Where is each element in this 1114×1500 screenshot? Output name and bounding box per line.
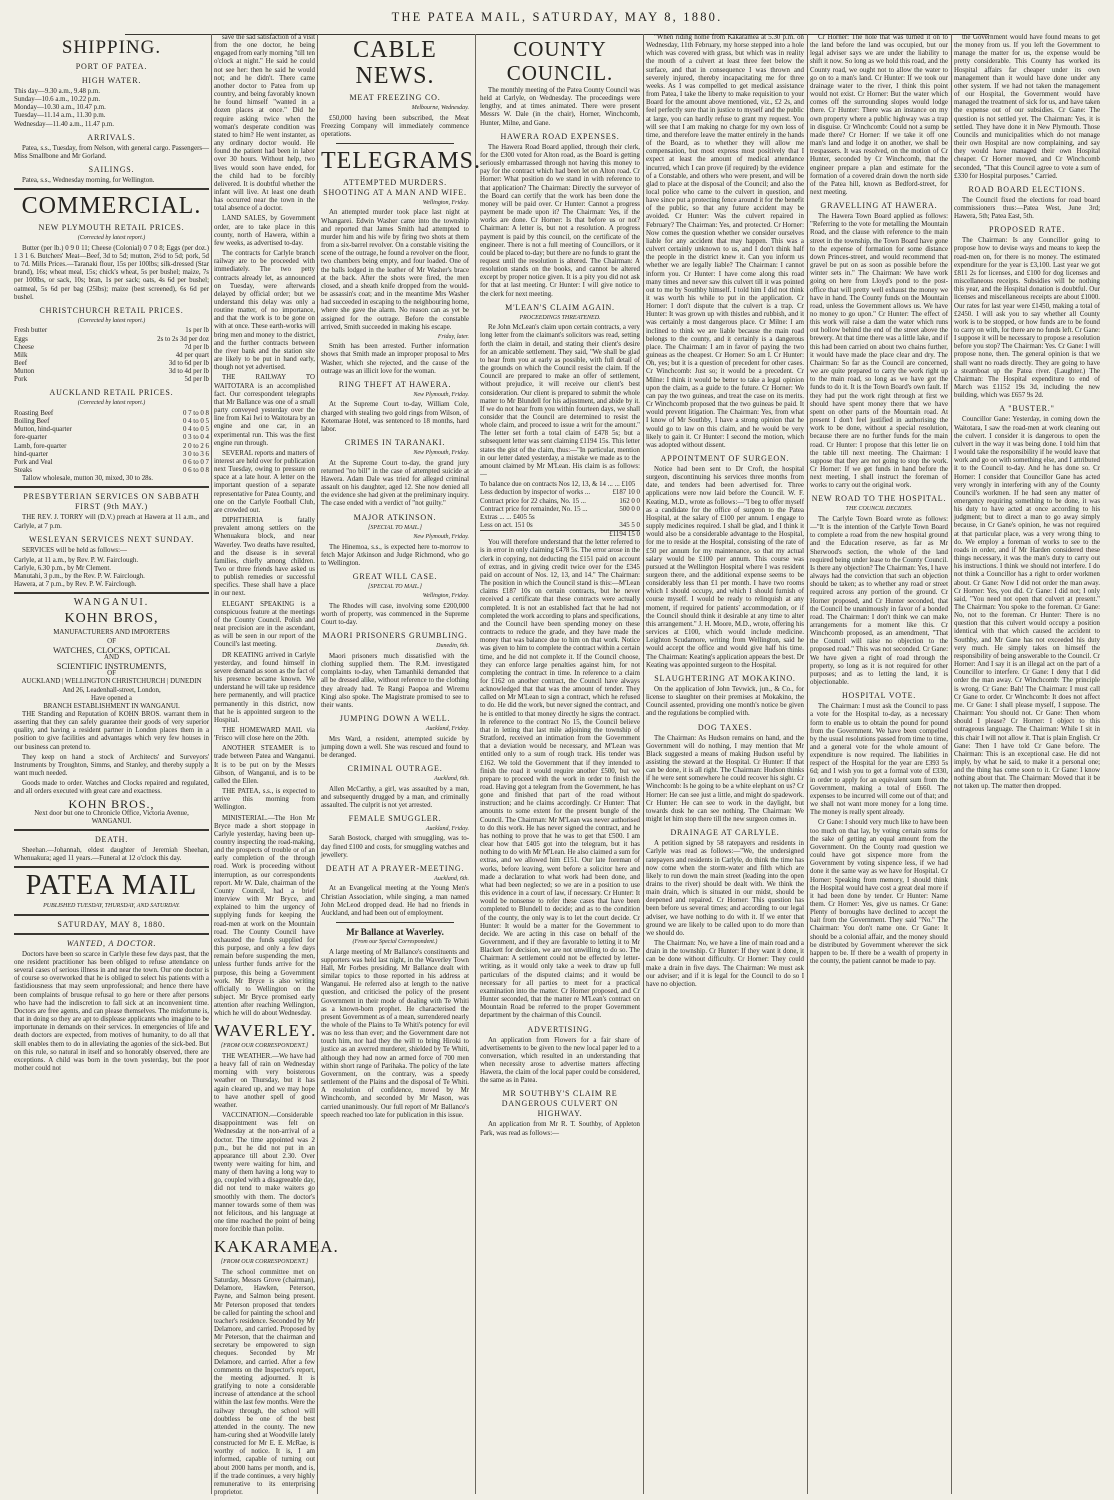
- report-text: Cr Gane: I should very much like to have been too much on that lay, by voting certain sums for the sake of getting an equal amount from the Government. On the County road question we could have got sixpence more from the Government by voting sixpence less, if we had done it the same way as we have for Hospital. Cr Horner: Speaking from memory, I should think the Hospital would have cost a great deal more if it had been done by tender. Cr Hunter: Name them. Cr Horner: Yes, give us names. Cr Gane: Plenty of boroughs have declined to accept the bait from the Government. They said "No." The Chairman: You don't name one. Cr Gane: It should be a colonial affair, and the money should be distributed by Government wherever the sick happen to be. If there be a wealth of property in the county, the patient cannot be made to pay.: [810, 819, 948, 966]
- story-heading: MAJOR ATKINSON.: [353, 512, 437, 522]
- section-heading: SLAUGHTERING AT MOKAKINO.: [654, 673, 796, 683]
- dateline: Auckland, Friday.: [425, 726, 469, 733]
- tide-line: This day—9.30 a.m., 9.48 p.m.: [14, 88, 100, 95]
- county-council-heading: COUNTY COUNCIL.: [506, 37, 614, 85]
- report-text: An application from Flowers for a fair share of advertisements to be given to the new local paper led to a conversation, which resulted in an understanding that when necessity arose to advertise matters affecting Hawera, the claim of the local paper could be considered, the same as in Patea.: [480, 1036, 640, 1085]
- column-divider: [317, 34, 318, 1494]
- arrivals-text: Patea, s.s., Tuesday, from Nelson, with general cargo. Passengers—Miss Smallbone and Mr Gorland.: [14, 144, 209, 160]
- story-text: A large meeting of Mr Ballance's constituents and supporters was held last night, in the Waverley Town Hall, Mr Forbes presiding. Mr Ballance dealt with similar topics to those reported in his address at Wanganui. He referred also at length to the native question, and criticised the policy of the present Government in their mode of dealing with Te Whiti as a known-born prophet. He characterised the present Government as of a mean, surrendered nearly the whole of the Plains to Te Whiti's potency for evil was no less than ever; and the Government dare not touch him, nor had they the will to bring Hiroki to justice as an averred murderer, shielded by Te Whiti, although they had now an armed force of 700 men within short range of Parihaka. The policy of the late Government, on the contrary, was a speedy settlement of the Plains and the disposal of Te Whiti. A resolution of confidence, moved by Mr Winchcomb, and seconded by Mr Mason, was carried unanimously. Our full report of Mr Ballance's speech reached too late for publication in this issue.: [321, 948, 469, 1119]
- section-heading: A "BUSTER.": [999, 404, 1055, 414]
- price-row: Mutton 3d to 4d per lb: [14, 368, 209, 376]
- story-heading: Mr Ballance at Waverley.: [346, 927, 444, 938]
- story-sub: (From our Special Correspondent.): [352, 939, 438, 946]
- price-row: Cheese 7d per lb: [14, 343, 209, 351]
- story-text: The Rhodes will case, involving some £200,000 worth of property, was commenced in the Supreme Court to-day.: [321, 602, 469, 627]
- dateline: New Plymouth, Friday.: [413, 450, 469, 457]
- price-row: Steaks 0 6 to 0 8: [14, 467, 209, 475]
- wesleyan-intro: SERVICES will be held as follows:—: [22, 546, 127, 554]
- claim-row: Less on act. 151 0s 345 5 0: [480, 522, 640, 529]
- news-item: VACCINATION.—Considerable disappointment was felt on Wednesday at the non-arrival of a doctor. The time appointed was 2 p.m., but he did not put in an appearance till about 2.30. Over twenty were waiting for him, and many of them having a long way to go, coupled with a disagreeable day, did not tend to make waiters go smoothly with them. The doctor's manner towards some of them was not felicitous, and his language at one time reached the point of being more forcible than polite.: [214, 1112, 315, 1234]
- dateline: New Plymouth, Friday.: [413, 534, 469, 540]
- ad-line: And 26, Leadenhall-street, London,: [62, 686, 161, 694]
- rule: [14, 866, 209, 868]
- news-item: MINISTERIAL.—The Hon Mr Bryce made a short stoppage in Carlyle yesterday, having been up-country inspecting the road-making, and the prospects of trouble or of an early completion of the through road. Work is proceeding without interruption, as our correspondents report. Mr W. Dale, chairman of the County Council, had a brief interview with Mr Bryce, and explained to him the urgency of supplying funds for keeping the road-men at work on the Mountain road. The County Council have exhausted the funds supplied for this purpose, and only a few days remain before suspending the men, unless further funds arrive for the purpose, this being a Government work. Mr Bryce is also writing officially to Wellington on the subject. Mr Bryce promised early attention after reaching Wellington, which he will do about Wednesday.: [214, 814, 315, 1018]
- kakaramea-heading: KAKARAMEA.: [214, 1237, 339, 1257]
- ad-place: WANGANUI.: [73, 597, 150, 609]
- section-heading: PROPOSED RATE.: [988, 225, 1066, 235]
- ad-line: SCIENTIFIC INSTRUMENTS,: [56, 661, 167, 672]
- ad-line: BRANCH ESTABLISHMENT IN WANGANUI.: [43, 702, 180, 710]
- ad-line: MANUFACTURERS AND IMPORTERS: [53, 629, 170, 637]
- rule: [336, 143, 454, 144]
- report-text: Cr Horner: The hole that was turned it on to the land before the land was occupied, but our legal adviser says we are under the liability to shift it now. So long as we hold this road, and the County road, we ought not to allow the water to go on to a man's land. Cr Hunter: If we took our drainage water to the river, I think this point would not exist. Cr Horner: But the water which comes off the surrounding slopes would lodge there. Cr Hunter: There was an instance on my own property where a public highway was a trap in disguise. Cr Winchcomb: Could not a sump be made there? Cr Horner: If we take it off one man's land and lodge it on another, we shall be trespassers. It was resolved, on the motion of Cr Hunter, seconded by Cr Winchcomb, that the engineer prepare a plan and estimate for the formation of a covered drain down the north side of the Patea hill, known as Bedford-street, for next meeting.: [810, 34, 948, 196]
- ad-line: AND: [104, 653, 119, 661]
- ad-signature: KOHN BROS.,: [68, 796, 155, 811]
- rule: [14, 486, 209, 488]
- rule: [336, 922, 454, 923]
- story-text: At the Supreme Court to-day, William Cole, charged with stealing two gold rings from Wilson, of Ketemarae Hotel, was sentenced to 18 months, hard labor.: [321, 401, 469, 433]
- report-text: The Council fixed the elections for road board commissioners thus:—Patea West, June 3rd; Hawera, 5th; Patea East, 5th.: [954, 196, 1100, 221]
- price-row: Boiling Beef 0 4 to 0 5: [14, 418, 209, 426]
- rule: [14, 188, 209, 190]
- news-item: THE RAILWAY TO WAITOTARA is an accomplished fact. Our correspondent telegraphs that Mr Ballance was one of a small party conveyed yesterday over the line from Kai Iwi to Waitotara by an engine and one car, in an experimental run. This was the first engine run through.: [214, 374, 315, 447]
- price-row: hind-quarter 3 0 to 3 6: [14, 450, 209, 458]
- doctor-article-cont: save the sad satisfaction of a visit from the one doctor, he being engaged from early morning "till ten o'clock at night." He said he could not see her: then he said he would not; and he didn't. There came another doctor to Patea from up country, and being favorably known he found himself "wanted in a dozen places at once." Did he require asking twice when the woman's desperate condition was stated to him? He went instanter, as any ordinary doctor would. He found the patient had been in labor over 30 hours. Without help, two lives would soon have ended, for the child had to be forcibly delivered. It is doubtful whether the infant will live. At least one death has occurred near the town in the total absence of a doctor.: [214, 34, 315, 213]
- rule: [14, 933, 209, 935]
- wesleyan-heading: WESLEYAN SERVICES NEXT SUNDAY.: [28, 534, 194, 544]
- report-text: The Chairman: I must ask the Council to pass a vote for the Hospital to-day, as a necessary form to enable us to obtain the pound for pound from the Government. We have been compelled by the usual resolutions passed from time to time, and a general vote for the whole amount of expenditure is now required. The liabilities in respect of the Hospital for the year are £393 5s 6d; and I wish you to get a formal vote of £330, in order to apply for an equivalent sum from the Government, making a total of £660. The expenses to be incurred will come out of that; and we shall not want more money for a long time. The money is really spent already.: [810, 703, 948, 817]
- claim-total: £1194 15 0: [480, 530, 640, 539]
- news-item: The school committee met on Saturday, Messrs Grove (chairman), Delamore, Hawken, Peterson, Payne, and Salmon being present. Mr Peterson proposed that tenders be called for painting the school and teacher's residence. Seconded by Mr Delamore, and carried. Proposed by Mr Peterson, that the chairman and secretary be empowered to sign cheques. Seconded by Mr Delamore, and carried. After a few comments on the Inspector's report, the meeting adjourned. It is gratifying to note a considerable increase of attendance at the school within the last few months. Were the railway through, the school will doubtless be one of the best attended in the county. The new ham-curing shed at Woodville lately constructed for Mr E. E. McRae, is worthy of notice. It is, I am informed, capable of turning out about 2000 hams per month, and is, if the trade continues, a very highly remunerative to its enterprising proprietor.: [214, 1268, 315, 1497]
- service-line: Carlyle, at 11 a.m., by Rev. P. W. Fairclough.: [14, 556, 139, 564]
- news-item: ELEGANT SPEAKING is a conspicuous feature at the meetings of the County Council. Polish and neat precision are in the ascendant, as will be seen in our report of the Council's last meeting.: [214, 600, 315, 649]
- report-text: You will therefore understand that the letter referred to is in error in only claiming £478 5s. The error arose in the clerk in copying, not deducting the £151 paid on account of extras, and in giving credit twice over for the £345 paid on account of Nos. 12, 13, and 14." The Chairman: The position in which the Council stand is this:—M'Lean claims £187 10s on certain contracts, but he never received a certificate that these contracts were actually completed. It is not an established fact that he had not completed the work according to plans and specifications, and the Council have been spending money on these contracts to reduce the grade, and they have made the money that was balance due to him on that work. Notice was given to him to complete the contract within a certain time, and he did not complete it. If the Council choose, they can enforce large penalties against him, for not completing the contract in time. In reference to a claim for £162 on another contract, the Council have always acknowledged that that was the amount of tender. They called on Mr M'Lean to sign a contract, which he refused to do. He did the work, but never signed the contract, and he is entitled to that money directly he signs the contract. In reference to the contract No 15, the Council believe that in letting that last mile adjoining the township of Stratford, received an intimation from the Government that a deviation would be necessary, and M'Lean was entitled only to a sum of rough track. His tender was £162. We told the Government that if they intended to finish the road it would require another £500, but we prepare to proceed with the work in order to finish the road. Having got a telegram from the Government, he has gone and finished that part of the road without instruction; and he claims accordingly. Cr Hunter: That amounts to some extent for the present bungle of the Council. The Chairman: Mr M'Lean was never authorised to do this work. He has never signed the contract, and he has nothing to prove that he was to get that £500. I am clear how that £405 got into the telegram, but it has nothing to do with Mr M'Lean. He also claimed a sum for extras, and we allowed him £151. Our late foreman of works, before leaving, went before a solicitor here and made a declaration to what work had been done, and what had been neglected; so we are in a position to use this evidence in a court of law, if necessary. Cr Hunter: It would be nonsense to refer these cases that have been completed to Blundell to decide; and as to the condition of the county, the only way is to let the court decide. Cr Hunter: It would be a matter for the Government to decide. We are acting in this case on behalf of the Government, and if they are favorable to letting it to Mr Blackett for decision, we are not unwilling to do so. The Chairman: A settlement could not be effected by letter-writing, as it would only take a week to draw up full particulars of the disputed claims; and it would be necessary for all parties to meet for a practical examination into the matter. Cr Horner proposed, and Cr Hunter seconded, that the matter re M'Lean's contract on Mountain Road be referred to the proper Government department by the chairman of this Council.: [480, 539, 640, 1020]
- story-heading: ATTEMPTED MURDERS. SHOOTING AT A MAN AND WIFE.: [323, 177, 467, 197]
- dateline: Auckland, 6th.: [434, 776, 469, 782]
- report-text: A petition signed by 58 ratepayers and residents in Carlyle was read as follows:—"We, the undersigned ratepayers and residents in Carlyle, do think the time has now come when the storm-water and filth which are likely to run down the main street (leading into the open drains to the river) should be dealt with. We think the main drain, which is situated in our midst, should be deepened and repaired. Cr Horner: This question has been before us several times; and according to our legal adviser, we have nothing to do with it. If we enter that ground we are likely to be called upon to do more than we should do.: [646, 840, 804, 937]
- sailings-heading: SAILINGS.: [88, 165, 135, 175]
- claim-row: Less deduction by inspector of works ... £187 10 0: [480, 489, 640, 497]
- tallow-note: Tallow wholesale, mutton 30, mixed, 30 to 28s.: [22, 475, 153, 483]
- ad-paragraph: THE Standing and Reputation of KOHN BROS. warrant them in asserting that they can safely guarantee their goods of very superior quality, and having a resident partner in London places them in a position to give facilities and advantages which very few houses in our business can pretend to.: [14, 711, 209, 751]
- claim-row: Extras ... ... £405 5s: [480, 513, 535, 521]
- report-text: An application from Mr R. T. Southby, of Appleton Park, was read as follows:—: [480, 1121, 640, 1137]
- story-text: Sarah Bostock, charged with smuggling, was to-day fined £100 and costs, for smuggling watches and jewellery.: [321, 835, 469, 859]
- death-notice: Sheehan.—Johannah, eldest daughter of Jeremiah Sheehan, Whenuakura; aged 11 years.—Funeral at 12 o'clock this day.: [14, 847, 209, 863]
- report-text: "When riding home from Kakaramea at 5.30 p.m. on Wednesday, 11th February, my horse stepped into a hole which was covered with grass, but which was in reality the mouth of a culvert at least three feet below the surface, and that in consequence I was thrown and severely injured, thereby incapacitating me for three weeks. As I was compelled to get medical assistance from Patea, I take the liberty to make requisition to your Board for the amount above mentioned, viz., £2 2s, and feel perfectly sure that in justice to myself and the public at large, you can hardly refuse to grant my request. You will see that I am making no charge for my own loss of time, and therefore leave the matter entirely in the hands of the Board, as to whether they will allow me compensation, but most express most positively that I expect at least the amount of medical attendance incurred, which I can prove (if required) by the evidence of a Constable, and others who were present, and will be glad to place at the disposal of the Council; and also the local police who came to the culvert in question, and have since put a protecting fence around it for the benefit of the public, so that any future accident may be avoided. Cr Hunter: Was the culvert repaired in February? The Chairman: Yes, and protected. Cr Horner: Now comes the question whether we consider ourselves liable for any accident that may happen. This was a culvert certainly unknown to us, and I don't think half the people in the district knew it. Can you inform us whether we are legally liable? The Chairman: I cannot inform you. Cr Hunter: I have come along this road many times and never saw this culvert till it was pointed out to me by Southby himself. I told him I did not think it was worth his while to put in the application. Cr Horner: I don't dispute that the culvert is a trap. Cr Hunter: It was grown up with thistles and rubbish, and it was certainly a most dangerous place. Cr Milne: I am inclined to think we are liable because the main road belongs to the county, and it certainly is a dangerous place. The Chairman: I am in favor of paying the two guineas as the cheapest. Cr Horner: So am I. Cr Hunter: Oh, yes; but it is a question of precedent for other cases. Cr Winchcomb: Just so; it would be a precedent. Cr Milne: I think it would be better to take a legal opinion upon the claim, as a guide to the future. Cr Horner: We can pay the two guineas, and treat the case on its merits. Cr Winchcomb proposed that the two guineas be paid. It would prevent litigation. The Chairman: Yes, from what I know of Mr Southby, I have a strong opinion that he would go to law on this claim, and he would be very likely to gain it. Cr Hunter: I second the motion, which was adopted without dissent.: [646, 34, 804, 449]
- story-text: £50,000 having been subscribed, the Meat Freezing Company will immediately commence operations.: [321, 114, 469, 138]
- death-heading: DEATH.: [94, 835, 129, 845]
- claim-table-intro: To balance due on contracts Nos 12, 13, & 14 ... ... £105: [480, 481, 636, 489]
- tide-line: Tuesday—11.14 a.m., 11.30 p.m.: [14, 112, 106, 120]
- ad-line: Have opened a: [91, 694, 132, 702]
- section-heading: DRAINAGE AT CARLYLE.: [670, 828, 780, 838]
- column-divider: [475, 34, 476, 1494]
- report-text: Re John McLean's claim upon certain contracts, a very long letter from the claimant's solicitors was read, setting forth the claim in detail, and stating their client's desire for an amicable settlement. They said, "We shall be glad to hear from you at early as possible, with full detail of the grounds on which the Council resist the claim. If the Council are prepared to make an offer of settlement, without prejudice, it will receive our client's best consideration. Our client is prepared to submit the whole matter to Mr Blundell for his adjustment, and abide by it. If we do not hear from you within fourteen days, we shall consider that the Council are determined to resist the whole claim, and proceed to issue a writ for the amount." The letter set forth a total claim of £478 5s; but a subsequent letter was sent claiming £1194 15s. This letter states the gist of the claim, thus:—"In particular, mention in our letter dated yesterday, a mistake we made as to the amount claimed by Mr M'Lean. His claim is as follows:—: [480, 324, 640, 479]
- report-text: Notice had been sent to Dr Croft, the hospital surgeon, discontinuing his services three months from date, and tenders had been advertised for. Three applications were now laid before the Council. W. F. Keating, M.D., wrote as follows:—"I beg to offer myself as a candidate for the office of surgeon to the Patea Hospital, at the salary of £100 per annum. I engage to supply medicines required. I shall be glad, and I think it would also be a considerable advantage to the Hospital, for me to reside at the Hospital, consisting of the rate of £50 per annum for my maintenance, so that my actual salary would be £100 per annum. This course was pursued at the Wellington Hospital where I was resident surgeon there, and the additional expense seems to be considerably less than £1 per month. I have two rooms which I should occupy, and which I should furnish of course myself. I would be ready to relinquish at any moment, if required for patients' accommodation, or if the Council should think it desirable at any time to alter this arrangement." J. H. Moore, M.D., wrote, offering his services at £100, which would include medicine. Leighton Scudamore, writing from Wellington, said he would accept the office and would give half his time. The Chairman: Keating's application appears the best. Dr Keating was appointed surgeon to the Hospital.: [646, 465, 804, 669]
- report-text: The Carlyle Town Board wrote as follows:—"It is the intention of the Carlyle Town Board to complete a road from the new hospital ground and the Education reserve, as far as Mr Sherwood's section, the whole of the land required being under lease to the County Council. Is there any objection? The Chairman: Yes, I have always had the conviction that such an objection should be taken; as to whether any road or street required across any portion of the ground. Cr Horner proposed, and Cr Hunter seconded, that the Council be unanimously in favor of a bonded road. The Chairman: I don't think we can make arrangements for a moment like this. Cr Winchcomb proposed, as an amendment, "That the Council will raise no objection to the proposed road." This was not seconded. Cr Gane: We have given a right of road through the property, so long as it is not required for other purposes; and as to letting the land, it is objectionable.: [810, 515, 948, 687]
- story-sub: [SPECIAL TO MAIL.]: [368, 583, 422, 590]
- story-heading: GREAT WILL CASE.: [352, 571, 438, 581]
- section-heading: DOG TAXES.: [697, 722, 753, 732]
- service-line: Manutahi, 3 p.m., by the Rev. P. W. Fairclough.: [14, 573, 145, 581]
- story-heading: MAORI PRISONERS GRUMBLING.: [322, 631, 468, 641]
- ak-prices-heading: AUCKLAND RETAIL PRICES.: [49, 388, 174, 398]
- claim-row: Contract price for 22 chains, No. 15 ... 162 0 0: [480, 497, 640, 505]
- section-heading: HOSPITAL VOTE.: [841, 691, 917, 701]
- section-heading: GRAVELLING AT HAWERA.: [820, 201, 938, 211]
- rule: [14, 829, 209, 831]
- cable-news-heading: CABLE NEWS.: [353, 37, 437, 89]
- tide-line: Sunday—10.6 a.m., 10.22 p.m.: [14, 96, 101, 104]
- news-item: ANOTHER STEAMER is to trade between Patea and Wanganui. It is to be put on by the Messrs Gibson, of Wanganui, and is to be called the Ellen.: [214, 745, 315, 785]
- shipping-heading: SHIPPING.: [61, 37, 162, 58]
- arrivals-heading: ARRIVALS.: [87, 132, 136, 142]
- news-item: SEVERAL reports and matters of interest are held over for publication next Tuesday, owing to pressure on space at a late hour. A letter on the important question of a separate representative for Patea County, and one on the Carlyle Football Club, are crowded out.: [214, 449, 315, 514]
- news-item: DIPHTHERIA is fatally prevalent among settlers on the Whenuakura block, and near Waverley. Two deaths have resulted, and the disease is in several families, chiefly among children. Two or three friends have asked us to publish remedies or successful specifics. These shall have a place in our next.: [214, 517, 315, 598]
- paper-date: SATURDAY, MAY 8, 1880.: [57, 919, 166, 929]
- ad-line: AUCKLAND | WELLINGTON CHRISTCHURCH | DUNEDIN: [21, 678, 202, 686]
- section-sub: THE COUNCIL DECIDES.: [845, 506, 913, 513]
- ad-line: OF: [107, 637, 116, 645]
- paper-published: PUBLISHED TUESDAY, THURSDAY, AND SATURDAY.: [43, 903, 180, 910]
- story-heading: CRIMINAL OUTRAGE.: [347, 764, 443, 773]
- ad-line: WATCHES, CLOCKS, OPTICAL: [52, 644, 171, 655]
- doctor-heading: WANTED, A DOCTOR.: [66, 938, 157, 948]
- ad-paragraph: They keep on hand a stock of Architects' and Surveyors' Instruments by Troughton, Simms, and Stanley, and thereby supply a want much needed.: [14, 753, 209, 778]
- rule: [14, 914, 209, 916]
- section-heading: MR SOUTHBY'S CLAIM RE DANGEROUS CULVERT ON HIGHWAY.: [501, 1089, 619, 1119]
- tide-line: Wednesday—11.40 a.m., 11.47 p.m.: [14, 120, 114, 128]
- dateline: Auckland, 6th.: [434, 875, 469, 882]
- high-water-heading: HIGH WATER.: [81, 76, 142, 85]
- dateline: Wellington, Friday.: [422, 593, 469, 600]
- report-text: The Hawera Town Board applied as follows: "Referring to the vote for metalling the Mountain Road, and the clause with reference to the main street in the township, the Town Board have gone to the expense of formation for some distance down Princes-street, and would recommend that gravel be put on as soon as possible before the winter sets in." The Chairman: We have work going on here from Lloyd's pond to the post-office that will pretty well exhaust the money we have in hand. The County funds on the Mountain road, unless the Government allows us. We have no money to go upon." Cr Hunter: The effect of this work will raise a dam the water which runs out hollow behind the end of the street above the brewery. At that time there was a little lake, and if this had been carried on about two chains further, it would have made the place clear and dry. The Chairman: So far as the Council are concerned, we are quite prepared to carry the work right up to the main road, so long as we have got the funds to do it. It is the Town Board's own fault. If they had put the work right through at first we should have spent money there that we have spent on other parts of the Mountain road. At present I don't feel justified in authorising the work to be done, without a special resolution, because there are no further funds for the main road. Cr Hunter: I propose that this letter lie on the table till next meeting. The Chairman: I suppose that they are not going to stop the work. Cr Horner: If we get funds in hand before the next meeting, I shall instruct the foreman of works to carry out the original work.: [810, 213, 948, 490]
- dateline: New Plymouth, Friday.: [413, 391, 469, 398]
- column-divider: [643, 34, 644, 1494]
- story-heading: FEMALE SMUGGLER.: [348, 813, 442, 823]
- service-line: Hawera, at 7 p.m., by Rev. P. W. Fairclough.: [14, 581, 137, 589]
- price-row: Milk 4d per quart: [14, 351, 209, 359]
- price-row: Beef 3d to 6d per lb: [14, 359, 209, 367]
- news-item: THE PATEA, s.s., is expected to arrive this morning from Wellington.: [214, 788, 315, 812]
- column-5: [646, 34, 804, 1494]
- dateline: Dunedin, 6th.: [436, 643, 469, 650]
- news-item: The contracts for Carlyle branch railway are to be proceeded with immediately. The two petty contracts already let, as announced on Tuesday, were afterwards delayed by official order; but we understand this delay was only a routine matter, of no importance, and that the work is to be gone on with at once. These earth-works will bring men and money to the district, and the further contracts between the river bank and the station site are likely to be put in hand early, though not yet advertised.: [214, 250, 315, 372]
- report-text: The Hawera Road Board applied, through their clerk, for the £300 voted for Alton road, as the Board is getting seriously embarrassed through not having this money to pay for the contract which had been let on Alton road. Cr Horner: What position do we stand in with reference to that application? The Chairman: Directly the surveyor of the Board can certify that the work has been done the money will be paid over. Cr Hunter: Cannot a progress payment be made upon it? The Chairman: Yes, if the works are done. Cr Horner: Is that before us or not? Chairman: A letter is, but not a resolution. A progress payment is paid by this council, on the certificate of the engineer. There is not a full meeting of Councillors, or it could be placed to-day; but there are no funds to grant the request until the resolution is altered. The Chairman: A resolution stands on the books, and cannot be altered except by proper notice given. It is a pity you did not ask for that at last meeting. Cr Hunter: I will give notice to the clerk for next meeting.: [480, 143, 640, 298]
- presbyterian-text: THE REV. J. TORRY will (D.V.) preach at Hawera at 11 a.m., and Carlyle, at 7 p.m.: [14, 514, 209, 530]
- report-text: On the application of John Tevwick, jun., & Co., for license to slaughter on their premises at Mokakino, the Council assented, providing one month's notice be given and the regulations be complied with.: [646, 685, 804, 718]
- dateline: Wellington, Friday.: [422, 199, 469, 206]
- story-heading: MEAT FREEZING CO.: [349, 93, 441, 102]
- story-heading: DEATH AT A PRAYER-MEETING.: [325, 863, 465, 873]
- report-text: The monthly meeting of the Patea County Council was held at Carlyle, on Wednesday. The proceedings were lengthy, and at times animated. There were present Messrs W. Dale (in the chair), Horner, Winchcomb, Hunter, Milne, and Gane.: [480, 87, 640, 127]
- rule: [14, 592, 209, 594]
- price-row: Lamb, fore-quarter 2 0 to 2 6: [14, 442, 209, 450]
- ch-prices-heading: CHRISTCHURCH RETAIL PRICES.: [39, 305, 184, 315]
- ak-prices-sub: (Corrected by latest report.): [77, 400, 146, 407]
- story-heading: JUMPING DOWN A WELL.: [339, 714, 451, 724]
- service-line: Carlyle, 6.30 p.m., by Mr Clement.: [14, 564, 112, 572]
- section-heading: ADVERTISING.: [527, 1024, 593, 1034]
- ad-address: Next door but one to Chronicle Office, Victoria Avenue, WANGANUI.: [34, 809, 189, 825]
- report-text: The Chairman: Is any Councillor going to propose how to devise ways and means to keep the road-men on, for there is no money. The estimated expenditure for the year is £3,100. Last year we got £811 2s for licenses, and £100 for dog licenses and miscellaneous receipts. Subsidies will be nothing this year, and the Hospital donation is doubtful. Our licenses and miscellaneous receipts are about £1000. Our rates for last year were £1450, making a total of £2450. I will ask you to say whether all County work is to be stopped, or how funds are to be found to carry on with, for there are no funds left. Cr Gane: I suppose it will be necessary to propose a resolution before you stop? The Chairman: Yes. Cr Gane: I will propose none, then. The general opinion is that we shall want no roads directly. They are going to have a steamboat up the Patea river. (Laughter.) The Chairman: The Hospital expenditure to end of March was £1152 19s 3d, including the new building, which was £657 9s 2d.: [954, 237, 1100, 400]
- story-text: Maori prisoners much dissatisfied with the clothing supplied them. The R.M. investigated complaints to-day, when Tamanhiki demanded that all be dressed alike, without reference to the clothing they already had. Te Rangi Paopoa and Wiremu Kingi also spoke. The Magistrate promised to see to their wants.: [321, 652, 469, 709]
- column-divider: [211, 34, 212, 1494]
- ad-firm: KOHN BROS,: [64, 611, 159, 627]
- story-text: Mrs Ward, a resident, attempted suicide by jumping down a well. She was rescued and found to be deranged.: [321, 735, 469, 759]
- masthead: [0, 6, 1114, 32]
- masthead-title: THE PATEA MAIL, SATURDAY, MAY 8, 1880.: [391, 10, 723, 24]
- section-sub: PROCEEDINGS THREATENED.: [519, 314, 601, 321]
- section-heading: ROAD BOARD ELECTIONS.: [968, 184, 1086, 194]
- column-1: [14, 34, 209, 1494]
- port-heading: PORT OF PATEA.: [75, 62, 148, 71]
- news-item: DR KEATING arrived in Carlyle yesterday, and found himself in severe demand as soon as the fact of his presence became known. We understand he will take up residence here permanently, and will practice permanently in this district, now that he is appointed surgeon to the Hospital.: [214, 651, 315, 724]
- presbyterian-heading: PRESBYTERIAN SERVICES ON SABBATH FIRST (9th MAY.): [23, 492, 200, 512]
- story-text: An attempted murder took place last night at Whangarei. Edwin Washer came into the township and reported that James Smith had attempted to murder him and his wife by firing two shots at them from a six-barrel revolver. On a constable visiting the scene of the outrage, he found a revolver on the floor, two chambers being empty, and four loaded. One of the balls lodged in the leather of Mr Washer's brace at the back. After the shots were fired, the men closed, and a sheath knife dropped from the would-be assassin's coat; and in the meantime Mrs Washer had succeeded in escaping to the neighbouring home, where she gave the alarm. No reason can as yet be assigned for the outrage. Before the constable arrived, Smith succeeded in making his escape.: [321, 209, 469, 331]
- news-item: THE WEATHER.—We have had a heavy fall of rain on Wednesday morning with very boisterous weather on Thursday, but it has again cleared up, and we may hope to have another spell of good weather.: [214, 1052, 315, 1109]
- report-text: The Chairman: As Hudson remains on hand, and the Government will do nothing, I may mention that Mr Black suggested a means of making Hudson useful by assisting the steward at the Hospital. Cr Hunter: If that can be done, it is all right. The Chairman: Hudson thinks if he were sent somewhere he could recover his sight. Cr Winchcomb: Is he going to be a white elephant on us? Cr Horner: He can see just a little, and might do spadework. Cr Hunter: He can see to work in the daylight, but towards dusk he can see nothing. The Chairman: We might let him stop there till the new surgeon comes in.: [646, 734, 804, 824]
- news-item: LAND SALES, by Government order, are to take place in this county, north of Hawera, within a few weeks, as advertised to-day.: [214, 215, 315, 247]
- story-heading: CRIMES IN TARANAKI.: [344, 438, 446, 448]
- waverley-heading: WAVERLEY.: [214, 1021, 317, 1041]
- np-prices-sub: (Corrected by latest report.): [77, 235, 146, 242]
- telegrams-heading: TELEGRAMS.: [321, 147, 481, 174]
- story-heading: RING THEFT AT HAWERA.: [338, 379, 452, 389]
- price-row: fore-quarter 0 3 to 0 4: [14, 434, 209, 442]
- section-heading: NEW ROAD TO THE HOSPITAL.: [811, 494, 947, 504]
- column-4: [480, 34, 640, 1494]
- report-text: Councillor Gane: Yesterday, in coming down the Waitotara, I saw the road-men at work cleaning out the culvert. I consider it is dangerous to open the culvert in the way it was being done. I told him that I would take the responsibility if he would leave that work and go on with something else, and I attributed it to the Council to-day. And he has done so. Cr Horner: I consider that Councillor Gane has acted very wrongly in interfering with any of the County Council's workmen. If he had seen any matter of emergency requiring something to be done, it was his duty to have acted at once according to his judgment; but to direct a man to go away simply because, in Cr Gane's opinion, he was not required at that particular place, was a very wrong thing to do. We employ a foreman of works to see to the roads in order, and if Mr Harden considered these things necessary, it was the man's duty to carry out his instructions. I think we should not interfere. I do not think a Councillor has a right to order workmen about. Cr Gane: Now I did not order the man away. Cr Horner: Yes, you did. Cr Gane: I did not; I only said, "You need not open that culvert at present." The Chairman: You spoke to the foreman. Cr Gane: No, not to the foreman. Cr Hunter: There is no question that this culvert would occupy a position identical with that which caused the accident to Southby, and Mr Gane has not exceeded his duty very much. He simply takes on himself the responsibility of being answerable to the Council. Cr Horner: And I say it is an illegal act on the part of a Councillor to interfere. Cr Gane: I deny that I did order the man away. Cr Winchcomb: The principle is wrong. Cr Gane: Bah! The Chairman: I must call Cr Gane to order. Cr Winchcomb: It does not affect me. Cr Gane: I shall please myself, I suppose. The Chairman: You should not. Cr Gane: Then whom should I please? Cr Horner: I object to this outrageous language. The Chairman: While I sit in this chair I will not allow it. That is plain English. Cr Gane: Then I have told Cr Gane before. The Chairman: This is an exceptional case. He did not imply, by what he said, to make it a personal one; and the thing has come soon to it. Cr Gane: I know nothing about that. The Chairman: Moved that it be not taken up. The matter then dropped.: [954, 416, 1100, 791]
- story-text: Smith has been arrested. Further information shows that Smith made an improper proposal to Mrs Washer, which she rejected, and the cause of the outrage was an illicit love for the woman.: [321, 343, 469, 375]
- column-7: [954, 34, 1100, 1494]
- ad-paragraph: Goods made to order. Watches and Clocks repaired and regulated, and all orders executed with great care and exactness.: [14, 780, 209, 796]
- column-6: [810, 34, 948, 1494]
- story-text: At an Evangelical meeting at the Young Men's Christian Association, while singing, a man named John McLeod dropped dead. He had no friends in Auckland, and had been out of employment.: [321, 885, 469, 917]
- price-row: Roasting Beef 0 7 to 0 8: [14, 409, 209, 417]
- dateline: Melbourne, Wednesday.: [411, 105, 469, 111]
- doctor-article: Doctors have been so scarce in Carlyle these few days past, that the one resident practitioner has been obliged to refuse attendance on several cases of serious illness in and near the town. Our one doctor is of course so overworked that he is obliged to select his patients with a fastidiousness that may seem unprofessional; and hence there have been complaints of brusque refusal to go here or there after persons who have had the indiscretion to fall sick at an inconvenient time. Doctors are free agents, and can please themselves. The misfortune is, that in doing so they are apt to displease applicants who imagine to be importunate in demands on their services. In emergencies of life and death doctors are expected, from motives of humanity, to do all that skill enables them to do in alleviating the agonies of the sick-bed. But on this rule, so natural in itself and so honorably observed, there are exceptions. A child was born in the town yesterday, but the poor mother could not: [14, 950, 209, 1073]
- price-row: Mutton, hind-quarter 0 4 to 0 5: [14, 426, 209, 434]
- waverley-sub: [FROM OUR CORRESPONDENT.]: [220, 1043, 309, 1050]
- claim-row: Contract price for remainder, No. 15 ... 500 0 0: [480, 505, 640, 513]
- ch-prices-sub: (Corrected by latest report.): [77, 317, 146, 324]
- np-prices-text: Butter (per lb.) 0 9 0 11; Cheese (Colonial) 0 7 0 8; Eggs (per doz.) 1 3 1 6. Butchers' Meat—Beef, 3d to 5d; mutton, 2½d to 5d; pork, 5d to 7d. Mills Prices.—Taranaki flour, 15s per 100lbs; silk-dressed (Star brand), 16s; wheat meal, 15s; chick's wheat, 5s per bushel; maize, 7s per 100lbs, or sack, 10s; bran, 1s per sack; oats, 4s 6d per bushel; oatmeal, 5s 6d per bag (25lbs); maize (best screened), 6s 6d per bushel.: [14, 244, 209, 301]
- tide-line: Monday—10.30 a.m., 10.47 p.m.: [14, 104, 106, 112]
- np-prices-heading: NEW PLYMOUTH RETAIL PRICES.: [38, 223, 185, 233]
- column-divider: [807, 34, 808, 1494]
- price-row: Eggs 2s to 2s 3d per doz: [14, 335, 209, 343]
- price-row: Fresh butter 1s per lb: [14, 327, 209, 335]
- dateline: Auckland, Friday.: [425, 825, 469, 832]
- ad-line: OF: [107, 670, 116, 678]
- price-row: Pork and Veal 0 6 to 0 7: [14, 458, 209, 466]
- story-text: At the Supreme Court to-day, the grand jury returned "no bill" in the case of attempted suicide at Hawera. Adam Dale was tried for alleged criminal assault on his daughter, aged 12. She now denied all the evidence she had given at the preliminary inquiry. The case ended with a verdict of "not guilty.": [321, 459, 469, 508]
- column-2: [214, 34, 339, 1497]
- report-text: the Government would have found means to get the money from us. If you left the Government to manage the matter for us, the expense would be pretty considerable. This County has worked its Hospital affairs far cheaper under its own management than it would have done under any other system. If we had not taken the management of our Hospital, the Government would have managed the treatment of sick for us, and have taken the expense out of our subsidies. Cr Gane: The question is not settled yet. The Chairman: Yes, it is settled. They have done it in New Plymouth. Those Councils and municipalities which do not manage their own Hospital are now complaining, and say they would have managed their own Hospital cheaper. Cr Horner moved, and Cr Winchcomb seconded, "That this Council agree to vote a sum of £330 for Hospital purposes." Carried.: [954, 34, 1100, 180]
- news-item: THE HOMEWARD MAIL via 'Frisco will close here on the 20th.: [214, 726, 315, 743]
- section-heading: M'LEAN'S CLAIM AGAIN.: [505, 302, 615, 312]
- column-divider: [951, 34, 952, 1494]
- price-row: Pork 5d per lb: [14, 376, 209, 384]
- story-sub: [SPECIAL TO MAIL.]: [368, 524, 422, 531]
- section-heading: APPOINTMENT OF SURGEON.: [660, 453, 790, 463]
- story-text: Allen McCarthy, a girl, was assaulted by a man, and subsequently drugged by a man, and criminally assaulted. The culprit is not yet arrested.: [321, 785, 469, 809]
- report-text: The Chairman: No, we have a line of main road and a drain in the township. Cr Hunter: If they want it done, it can be done without difficulty. Cr Horner: They could make a drain in five days. The Chairman: We must ask our adviser; and if it is legal for the Council to do so I have no objection.: [646, 940, 804, 988]
- paper-title: PATEA MAIL: [25, 870, 198, 902]
- dateline: Friday, later.: [437, 333, 469, 340]
- sailings-text: Patea, s.s., Wednesday morning, for Wellington.: [22, 177, 155, 185]
- story-text: The Hinemoa, s.s., is expected here to-morrow to fetch Major Atkinson and Judge Richmond, who go to Wellington.: [321, 543, 469, 567]
- section-heading: HAWERA ROAD EXPENSES.: [500, 131, 620, 141]
- commercial-heading: COMMERCIAL.: [21, 193, 202, 220]
- column-3: [321, 34, 481, 1494]
- kakaramea-sub: [FROM OUR CORRESPONDENT.]: [220, 1259, 309, 1266]
